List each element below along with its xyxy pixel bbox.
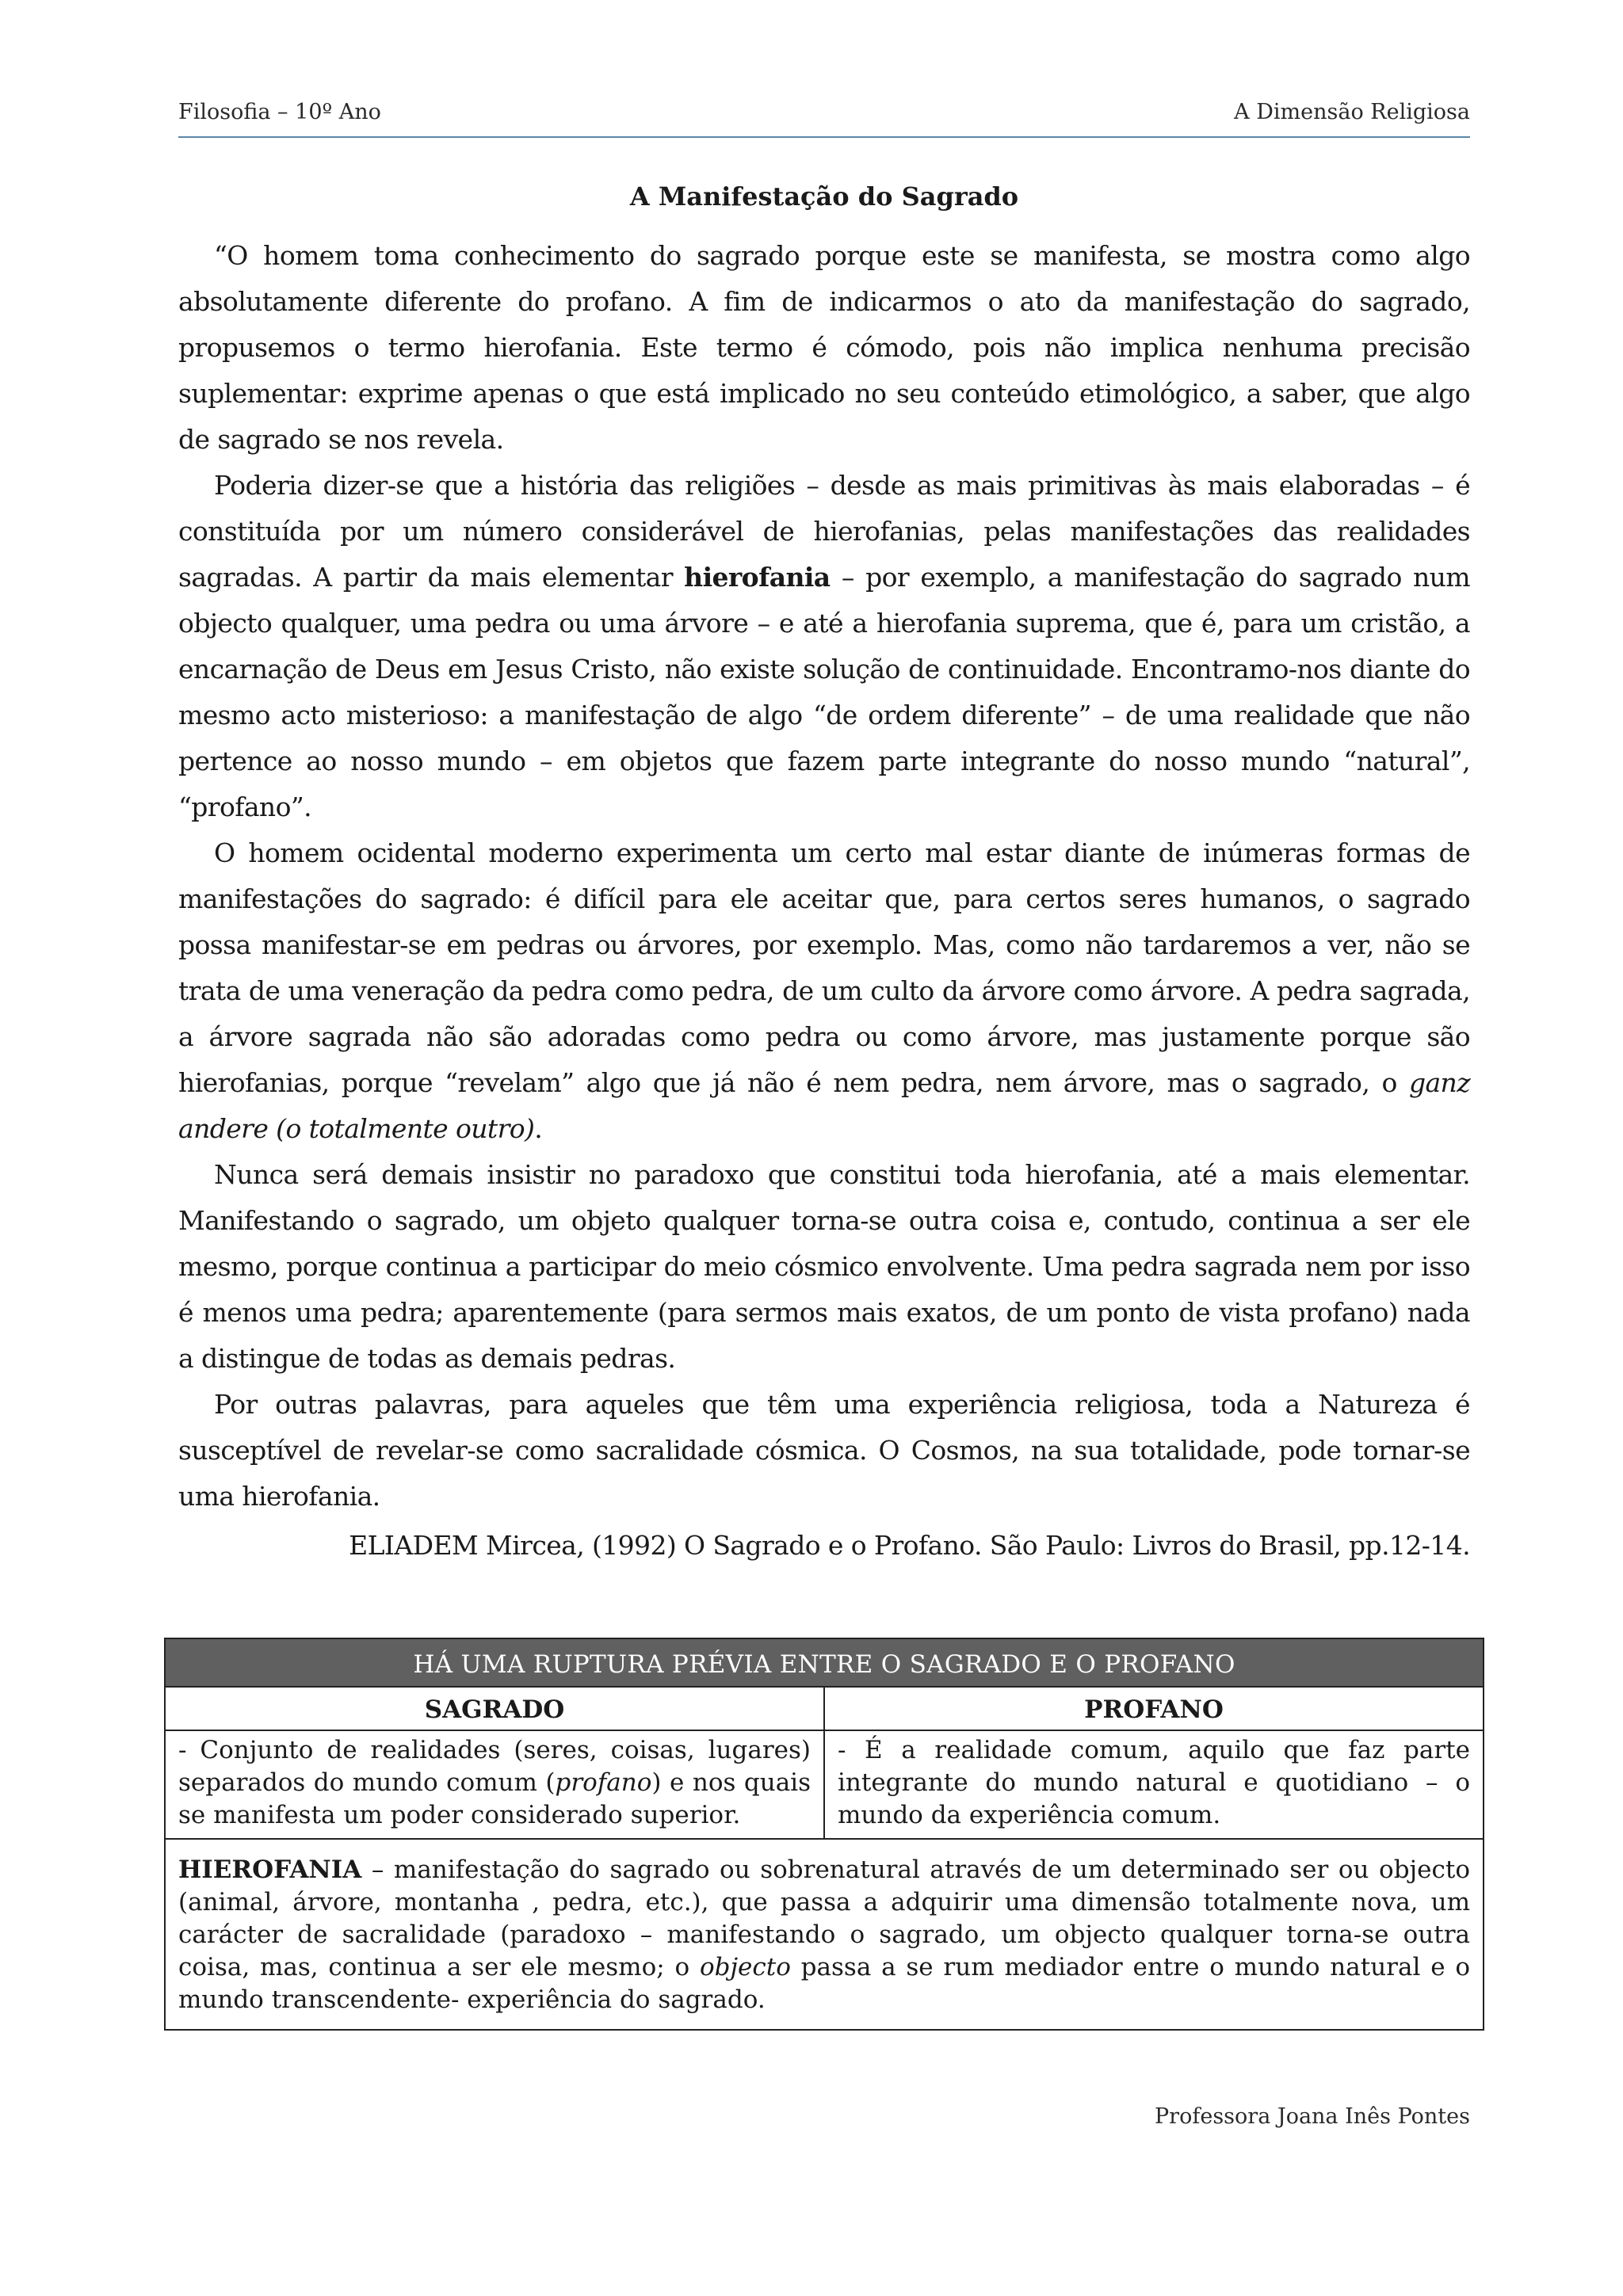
summary-table — [164, 1638, 1484, 2031]
hierofania-text-a: – manifestação do sagrado ou sobrenatural através de um determinado ser ou objecto (animal, árvore, montanha , pedra, etc.), que passa a adquirir uma dimensão totalmente nova, um carácter de sacralidade (paradoxo – manifestando o sagrado, um objecto qualquer torna-se outra coisa, mas, continua a ser ele mesmo; o — [178, 1855, 1470, 1981]
paragraph-5: Por outras palavras, para aqueles que têm uma experiência religiosa, toda a Natureza é susceptível de revelar-se como sacralidade cósmica. O Cosmos, na sua totalidade, pode tornar-se uma hierofania. — [178, 1389, 1470, 1512]
column-header-sagrado: SAGRADO — [165, 1687, 824, 1730]
column-header-profano: PROFANO — [824, 1687, 1484, 1730]
paragraph-2 — [178, 463, 1470, 830]
page-header — [178, 97, 1470, 138]
hierofania-text-b: passa a se rum mediador entre o mundo natural e o mundo transcendente- experiência do sagrado. — [178, 1953, 1470, 2014]
header-subject: Filosofia – 10º Ano — [178, 100, 381, 124]
page-footer: Professora Joana Inês Pontes — [1155, 2104, 1470, 2129]
paragraph-3-text-a: O homem ocidental moderno experimenta um certo mal estar diante de inúmeras formas de manifestações do sagrado: é difícil para ele aceitar que, para certos seres humanos, o sagrado possa manifestar-se em pedras ou árvores, por exemplo. Mas, como não tardaremos a ver, não se trata de uma veneração da pedra como pedra, de um culto da árvore como árvore. A pedra sagrada, a árvore sagrada não são adoradas como pedra ou como árvore, mas justamente porque são hierofanias, porque “revelam” algo que já não é nem pedra, nem árvore, mas o sagrado, o — [178, 837, 1470, 1098]
article-body — [178, 233, 1470, 1569]
hierofania-definition — [165, 1839, 1484, 2030]
paragraph-4: Nunca será demais insistir no paradoxo que constitui toda hierofania, até a mais elementar. Manifestando o sagrado, um objeto qualquer torna-se outra coisa e, contudo, continua a ser ele mesmo, porque continua a participar do meio cósmico envolvente. Uma pedra sagrada nem por isso é menos uma pedra; aparentemente (para sermos mais exatos, de um ponto de vista profano) nada a distingue de todas as demais pedras. — [178, 1159, 1470, 1374]
citation: ELIADEM Mircea, (1992) O Sagrado e o Profano. São Paulo: Livros do Brasil, pp.12-14. — [349, 1530, 1470, 1561]
paragraph-3 — [178, 830, 1470, 1152]
ganz-andere-italic: ganz andere (o totalmente outro) — [178, 1067, 1470, 1144]
paragraph-1: “O homem toma conhecimento do sagrado porque este se manifesta, se mostra como algo absolutamente diferente do profano. A fim de indicarmos o ato da manifestação do sagrado, propusemos o termo hierofania. Este termo é cómodo, pois não implica nenhuma precisão suplementar: exprime apenas o que está implicado no seu conteúdo etimológico, a saber, que algo de sagrado se nos revela. — [178, 240, 1470, 455]
document-page — [178, 0, 1470, 2296]
objecto-italic: objecto — [699, 1953, 791, 1981]
paragraph-2-text-a: Poderia dizer-se que a história das religiões – desde as mais primitivas às mais elaboradas – é constituída por um número considerável de hierofanias, pelas manifestações das realidades sagradas. A partir da mais elementar — [178, 470, 1470, 593]
profano-italic: profano — [555, 1768, 652, 1797]
sagrado-definition — [165, 1730, 824, 1839]
page-title: A Manifestação do Sagrado — [629, 181, 1019, 212]
sagrado-text-b: ) e nos quais se manifesta um poder considerado superior. — [178, 1768, 811, 1829]
hierofania-term: HIEROFANIA — [178, 1855, 362, 1884]
paragraph-3-text-b: . — [534, 1113, 543, 1144]
header-topic: A Dimensão Religiosa — [1234, 100, 1470, 124]
hierofania-bold-term: hierofania — [684, 562, 831, 593]
paragraph-2-text-b: – por exemplo, a manifestação do sagrado num objecto qualquer, uma pedra ou uma árvore – e até a hierofania suprema, que é, para um cristão, a encarnação de Deus em Jesus Cristo, não existe solução de continuidade. Encontramo-nos diante do mesmo acto misterioso: a manifestação de algo “de ordem diferente” – de uma realidade que não pertence ao nosso mundo – em objetos que fazem parte integrante do nosso mundo “natural”, “profano”. — [178, 562, 1470, 822]
profano-definition: - É a realidade comum, aquilo que faz parte integrante do mundo natural e quotidiano – o mundo da experiência comum. — [824, 1730, 1484, 1839]
sagrado-text-a: - Conjunto de realidades (seres, coisas, lugares) separados do mundo comum ( — [178, 1736, 811, 1797]
table-banner: HÁ UMA RUPTURA PRÉVIA ENTRE O SAGRADO E O PROFANO — [165, 1638, 1484, 1687]
